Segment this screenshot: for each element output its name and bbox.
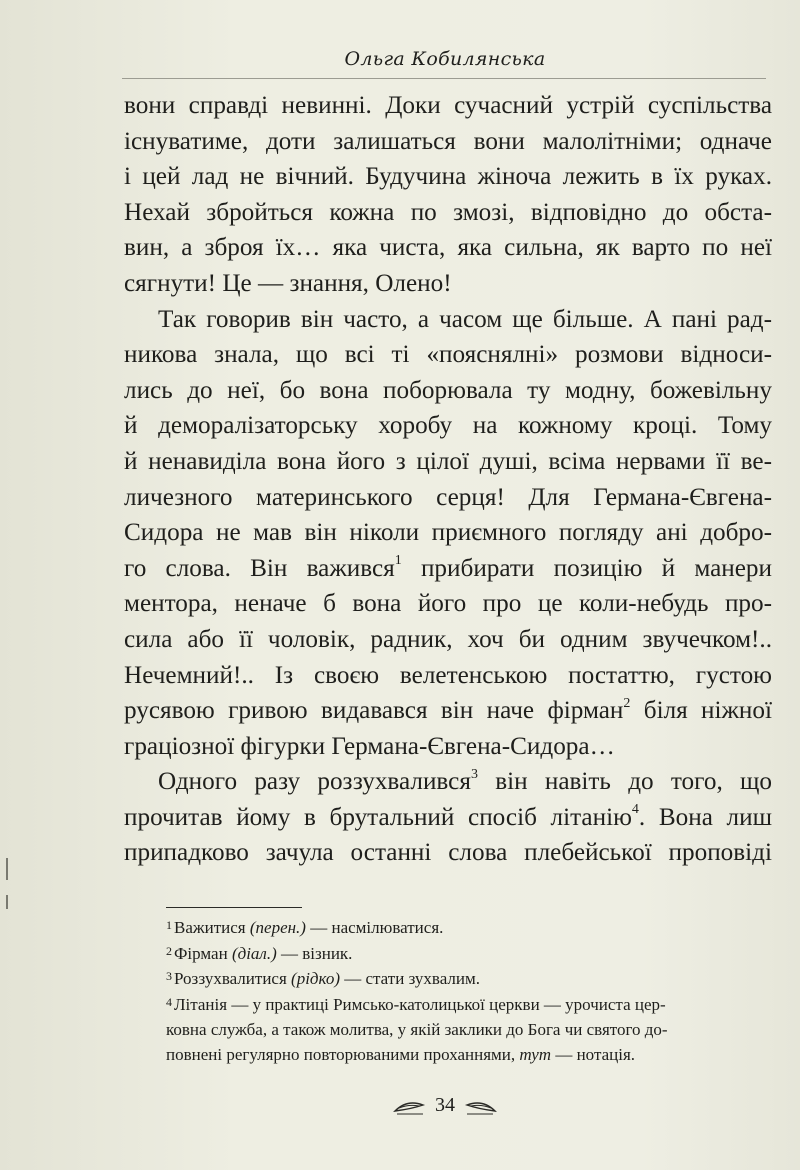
text-line: припадково зачула останні слова плебейської проповіді bbox=[124, 839, 772, 867]
footnote-4-cont: ковна служба, а також молитва, у якій заклики до Бога чи святого до- bbox=[166, 1020, 668, 1039]
footnote-text: — нотація. bbox=[551, 1044, 636, 1064]
text-line: Сидора не мав він ніколи приємного погляду ані добро- bbox=[124, 519, 772, 547]
footnote-term: Фірман bbox=[174, 943, 232, 963]
text-line: існуватиме, доти залишаться вони малолітніми; одначе bbox=[124, 127, 772, 155]
text-line: й деморалізаторську хоробу на кожному кроці. Тому bbox=[124, 412, 772, 440]
footnote-4 bbox=[166, 993, 770, 1019]
text-fragment: він навіть до того, що bbox=[495, 768, 772, 796]
text-fragment: русявою гривою видавався він наче фірман bbox=[124, 697, 624, 725]
footnote-text: повнені регулярно повторюваними проханнями, bbox=[166, 1044, 520, 1064]
text-line bbox=[124, 800, 772, 836]
header-rule bbox=[122, 78, 766, 79]
text-line: личезного материнського серця! Для Германа-Євгена- bbox=[124, 483, 772, 511]
footnote-term: Літанія — у практиці Римсько-католицької церкви — урочиста цер- bbox=[174, 994, 666, 1014]
text-line: никова знала, що всі ті «пояснялні» розмови відноси- bbox=[124, 341, 772, 369]
footnote-1 bbox=[166, 916, 770, 942]
text-line: сягнути! Це — знання, Олено! bbox=[124, 269, 452, 297]
footnote-note: (перен.) bbox=[249, 918, 306, 937]
footnote-note: тут bbox=[519, 1044, 552, 1064]
text-line: вин, а зброя їх… яка чиста, яка сильна, як варто по неї bbox=[124, 234, 772, 262]
text-line bbox=[124, 693, 772, 729]
footnote-rule bbox=[166, 907, 302, 908]
text-fragment: Одного разу роззухвалився bbox=[158, 768, 471, 796]
edge-mark bbox=[6, 895, 8, 909]
text-fragment: го слова. Він важився bbox=[124, 554, 395, 582]
text-line: вони справді невинні. Доки сучасний устрій суспільства bbox=[124, 92, 772, 119]
footnote-ref: 4 bbox=[631, 802, 639, 818]
text-line bbox=[124, 551, 772, 587]
text-line: і цей лад не вічний. Будучина жіноча лежить в їх руках. bbox=[124, 163, 772, 191]
text-line: Так говорив він часто, а часом ще більше. А пані рад- bbox=[158, 305, 772, 333]
footnote-ref: 1 bbox=[394, 553, 402, 569]
footnote-4-cont bbox=[166, 1043, 770, 1068]
text-line bbox=[124, 764, 772, 800]
footnote-text: — насмілюватися. bbox=[305, 918, 444, 937]
footer-inner bbox=[393, 1094, 497, 1117]
footnote-ref: 3 bbox=[470, 766, 478, 782]
text-fragment: . Вона лиш bbox=[638, 803, 772, 831]
footnote-2 bbox=[166, 942, 770, 968]
text-line: й ненавиділа вона його з цілої душі, всіма нервами її ве- bbox=[124, 447, 772, 475]
page-footer bbox=[0, 1094, 800, 1121]
footnote-text: — візник. bbox=[276, 943, 353, 963]
text-line: ментора, неначе б вона його про це коли-небудь про- bbox=[124, 590, 772, 618]
footnote-text: — стати зухвалим. bbox=[340, 969, 481, 988]
body-text bbox=[124, 88, 772, 871]
footnote-number: 4 bbox=[166, 994, 172, 1009]
text-line: лись до неї, бо вона поборювала ту модну, божевільну bbox=[124, 376, 772, 404]
footnote-ref: 2 bbox=[623, 695, 631, 711]
leaf-ornament-left-icon bbox=[393, 1095, 427, 1117]
footnote-note: (рідко) bbox=[291, 969, 340, 988]
page-number: 34 bbox=[435, 1094, 455, 1116]
text-fragment: прочитав йому в брутальний спосіб літанію bbox=[124, 803, 632, 831]
footnote-3 bbox=[166, 967, 770, 993]
running-header bbox=[0, 48, 800, 70]
text-fragment: біля ніжної bbox=[643, 697, 773, 725]
footnote-number: 2 bbox=[166, 943, 172, 958]
footnote-note: (діал.) bbox=[231, 943, 277, 963]
leaf-ornament-right-icon bbox=[463, 1095, 497, 1117]
author-name: Ольга Кобилянська bbox=[344, 48, 546, 70]
footnotes bbox=[166, 916, 770, 1067]
text-fragment: прибирати позицію й манери bbox=[420, 554, 772, 582]
text-line: сила або її чоловік, радник, хоч би одним звучечком!.. bbox=[124, 625, 772, 653]
footnote-term: Роззухвалитися bbox=[174, 969, 292, 988]
text-line: Нехай збройться кожна по змозі, відповідно до обста- bbox=[124, 198, 772, 226]
footnote-number: 1 bbox=[166, 918, 172, 932]
footnote-term: Важитися bbox=[174, 918, 250, 937]
footnote-number: 3 bbox=[166, 969, 172, 983]
text-line: Нечемний!.. Із своєю велетенською постаттю, густою bbox=[124, 661, 772, 689]
text-line: граціозної фігурки Германа-Євгена-Сидора… bbox=[124, 732, 615, 760]
edge-mark bbox=[6, 858, 8, 880]
